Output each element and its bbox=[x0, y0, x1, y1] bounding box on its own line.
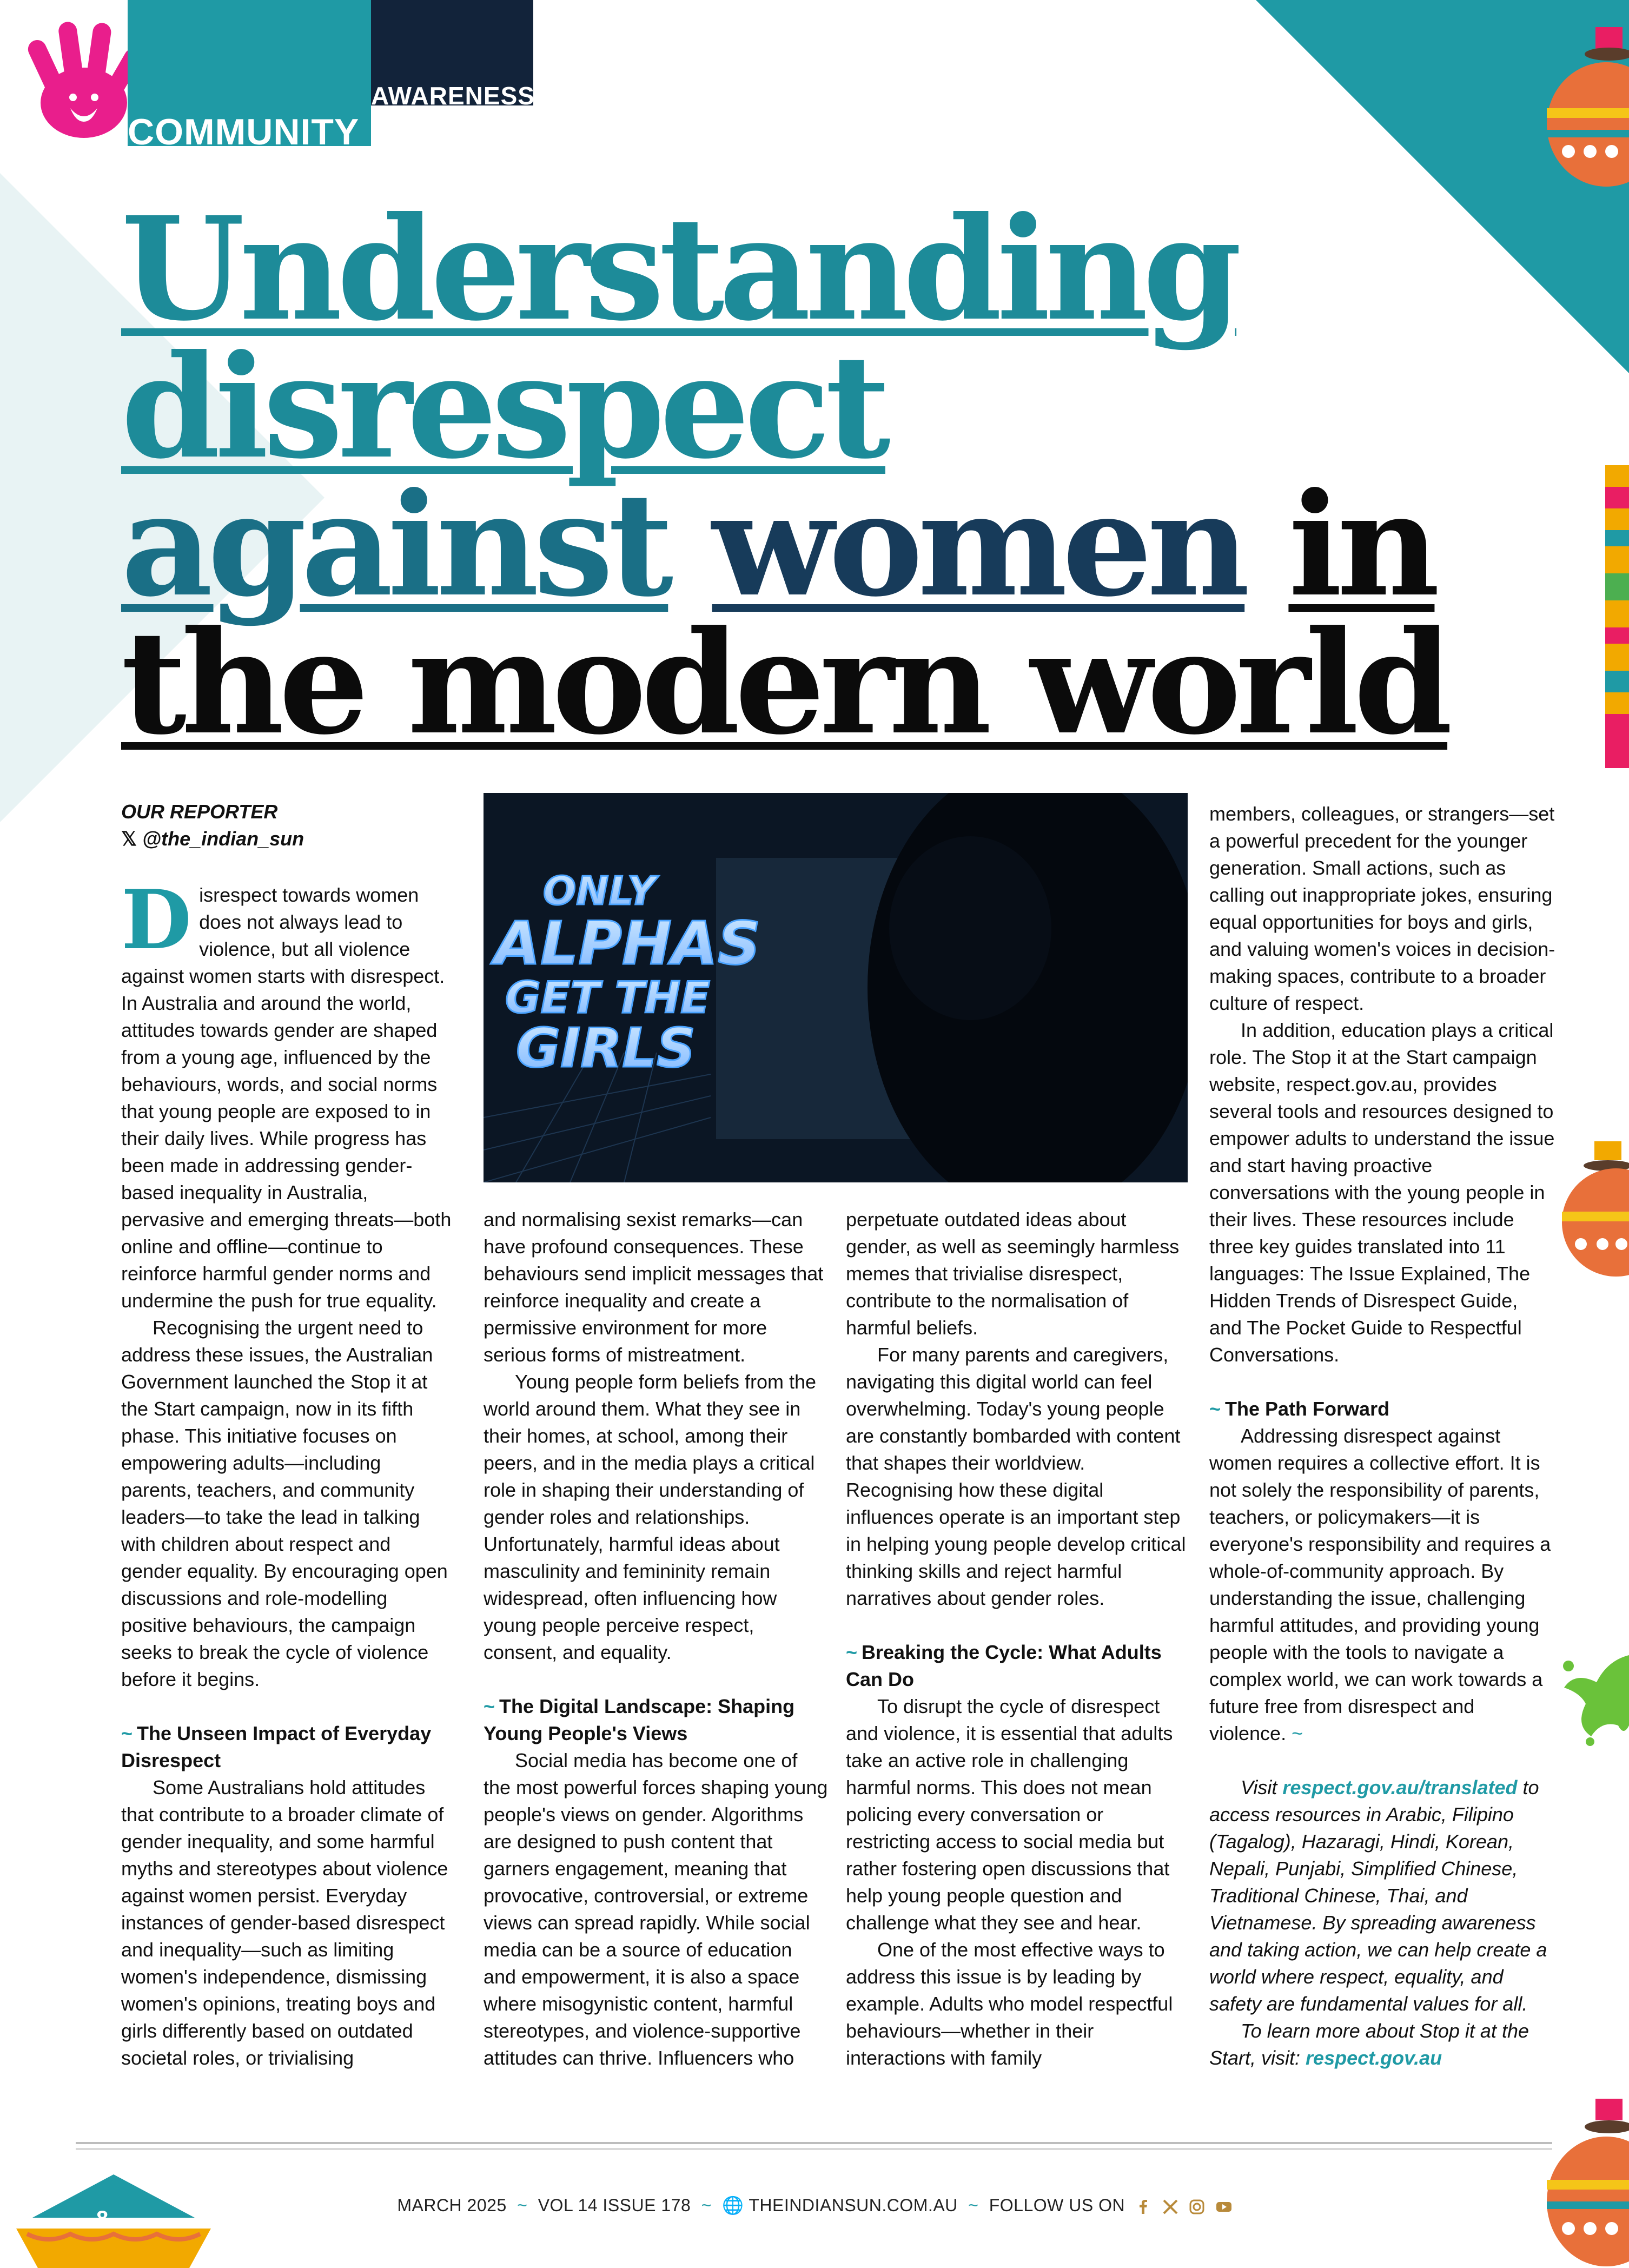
headline-line2: disrespect bbox=[121, 323, 885, 490]
paragraph-1: isrespect towards women does not always lead to violence, but all violence against women starts with disrespect. In Australia and around the world, attitudes towards gender are shaped from a young age, influenced by the behaviours, words, and social norms that young people are exposed to in their daily lives. While progress has been made in addressing gender-based inequality in Australia, pervasive and emerging threats—both online and offline—continue to reinforce harmful gender norms and undermine the push for true equality. bbox=[121, 884, 452, 1312]
separator-icon: ~ bbox=[517, 2196, 528, 2215]
paragraph-7: perpetuate outdated ideas about gender, as well as seemingly harmless memes that trivialise disrespect, contribute to the normalisation of harmful beliefs. bbox=[846, 1208, 1180, 1339]
sign-text-2: ALPHAS bbox=[494, 909, 761, 978]
paragraph-12: In addition, education plays a critical role. The Stop it at the Start campaign website, respect.gov.au, provides several tools and resources designed to empower adults to understand the issue and start having proactive conversations with the young people in their lives. These resources include three key guides translated into 11 languages: The Issue Explained, The Hidden Trends of Disrespect Guide, and The Pocket Guide to Respectful Conversations. bbox=[1209, 1019, 1555, 1366]
sign-text-3: GET THE bbox=[505, 973, 710, 1023]
kite-icon bbox=[1601, 465, 1629, 768]
instagram-icon[interactable] bbox=[1189, 2199, 1205, 2215]
x-icon: 𝕏 bbox=[121, 828, 137, 850]
paragraph-2: Recognising the urgent need to address these issues, the Australian Government launched the Stop it at the Start campaign, now in its fifth phase. This initiative focuses on empowering adults—including parents, teachers, and community leaders—to take the lead in talking with children about respect and gender equality. By encouraging open discussions and role-modelling positive behaviours, the campaign seeks to break the cycle of violence before it begins. bbox=[121, 1317, 448, 1690]
sign-text-4: GIRLS bbox=[516, 1016, 696, 1080]
byline-handle bbox=[121, 828, 304, 850]
end-mark-icon: ~ bbox=[1292, 1722, 1303, 1744]
subheading-breaking-cycle: ~ Breaking the Cycle: What Adults Can Do bbox=[846, 1641, 1162, 1690]
separator-icon: ~ bbox=[701, 2196, 712, 2215]
byline-handle-text: @the_indian_sun bbox=[142, 828, 304, 850]
paragraph-6: Social media has become one of the most powerful forces shaping young people's views on gender. Algorithms are designed to push content that garners engagement, meaning that provocative, controversial, or extreme views can spread rapidly. While social media can be a source of education and empowerment, it is also a space where misogynistic content, harmful stereotypes, and violence-supportive attitudes can thrive. Influencers who bbox=[484, 1749, 828, 2069]
section-label-community: COMMUNITY bbox=[128, 111, 360, 153]
headline-line3a: against bbox=[121, 461, 668, 628]
wave-icon: ~ bbox=[846, 1641, 858, 1663]
paragraph-11: members, colleagues, or strangers—set a powerful precedent for the younger generation. Small actions, such as calling out inappropriate jokes, ensuring equal opportunities for boys and girls, and valuing women's voices in decision-making spaces, contribute to a broader culture of respect. bbox=[1209, 803, 1555, 1014]
paragraph-10: One of the most effective ways to address this issue is by leading by example. Adults who model respectful behaviours—whether in their interactions with family bbox=[846, 1939, 1173, 2069]
subheading-digital-landscape: ~ The Digital Landscape: Shaping Young People's Views bbox=[484, 1695, 795, 1744]
article-column-2 bbox=[484, 1206, 830, 2072]
wave-icon: ~ bbox=[484, 1695, 495, 1717]
headline-line4: the modern world bbox=[121, 599, 1448, 766]
paragraph-13: Addressing disrespect against women requires a collective effort. It is not solely the responsibility of parents, teachers, or policymakers—it is everyone's responsibility and requires a whole-of-community approach. By understanding the issue, challenging harmful attitudes, and providing young people with the tools to navigate a complex world, we can work towards a future free from disrespect and violence. ~ bbox=[1209, 1425, 1551, 1744]
footer-follow: FOLLOW US ON bbox=[989, 2196, 1125, 2215]
footer-rule-bottom bbox=[76, 2148, 1552, 2150]
pot-icon bbox=[1562, 1141, 1629, 1282]
article-photo bbox=[484, 793, 1188, 1182]
pot-icon bbox=[1547, 2099, 1629, 2268]
headline-line3b: women bbox=[712, 461, 1245, 628]
page-number-boat-icon bbox=[16, 2169, 211, 2268]
photo-illustration bbox=[484, 793, 1188, 1182]
footer-rule-top bbox=[76, 2142, 1552, 2144]
article-column-4 bbox=[1209, 801, 1555, 2072]
footer-issue: VOL 14 ISSUE 178 bbox=[538, 2196, 691, 2215]
wave-icon: ~ bbox=[121, 1722, 133, 1744]
headline-line1: Understanding bbox=[121, 186, 1237, 352]
paragraph-9: To disrupt the cycle of disrespect and violence, it is essential that adults take an active role in challenging harmful norms. This does not mean policing every conversation or restricting access to social media but rather fostering open discussions that help young people question and challenge what they see and hear. bbox=[846, 1695, 1173, 1934]
translated-resources-note: Visit respect.gov.au/translated to access resources in Arabic, Filipino (Tagalog), Hazaragi, Hindi, Korean, Nepali, Punjabi, Simplified Chinese, Traditional Chinese, Thai, and Vietnamese. By spreading awareness and taking action, we can help create a world where respect, equality, and safety are fundamental values for all. bbox=[1209, 1776, 1547, 2015]
paragraph-5: Young people form beliefs from the world around them. What they see in their homes, at school, among their peers, and in the media plays a critical role in shaping their understanding of gender roles and relationships. Unfortunately, harmful ideas about masculinity and femininity remain widespread, often influencing how young people perceive respect, consent, and equality. bbox=[484, 1371, 817, 1663]
paragraph-3: Some Australians hold attitudes that contribute to a broader climate of gender inequality, and some harmful myths and stereotypes about violence against women persist. Everyday instances of gender-based disrespect and inequality—such as limiting women's independence, dismissing women's opinions, treating boys and girls differently based on outdated societal roles, or trivialising bbox=[121, 1776, 448, 2069]
footer-website[interactable]: THEINDIANSUN.COM.AU bbox=[749, 2196, 958, 2215]
drop-cap: D bbox=[121, 872, 192, 968]
headline-line3c: in bbox=[1288, 461, 1435, 628]
globe-icon: 🌐 bbox=[722, 2196, 744, 2215]
splash-icon bbox=[1558, 1634, 1629, 1753]
byline-name: OUR REPORTER bbox=[121, 801, 278, 823]
learn-more-note: To learn more about Stop it at the Start, visit: respect.gov.au bbox=[1209, 2020, 1529, 2069]
section-label-awareness: AWARENESS bbox=[371, 82, 535, 110]
paragraph-8: For many parents and caregivers, navigating this digital world can feel overwhelming. Today's young people are constantly bombarded with content that shapes their worldview. Recognising how these digital influences operate is an important step in helping young people develop critical thinking skills and reject harmful narratives about gender roles. bbox=[846, 1344, 1186, 1609]
page-number: 8 bbox=[96, 2207, 109, 2231]
link-respect-gov[interactable]: respect.gov.au bbox=[1306, 2047, 1442, 2069]
link-respect-translated[interactable]: respect.gov.au/translated bbox=[1282, 1776, 1518, 1798]
subheading-unseen-impact: ~ The Unseen Impact of Everyday Disrespect bbox=[121, 1722, 432, 1771]
footer-line bbox=[0, 2195, 1629, 2216]
article-column-1 bbox=[121, 872, 456, 2072]
article-column-3 bbox=[846, 1206, 1192, 2072]
footer-date: MARCH 2025 bbox=[397, 2196, 507, 2215]
separator-icon: ~ bbox=[968, 2196, 979, 2215]
facebook-icon[interactable] bbox=[1135, 2199, 1151, 2215]
headline bbox=[121, 186, 1554, 766]
pot-icon bbox=[1547, 22, 1629, 200]
sign-text-1: ONLY bbox=[543, 868, 656, 914]
subheading-path-forward: ~ The Path Forward bbox=[1209, 1398, 1390, 1420]
x-icon[interactable] bbox=[1162, 2199, 1178, 2215]
wave-icon: ~ bbox=[1209, 1398, 1221, 1420]
youtube-icon[interactable] bbox=[1216, 2199, 1232, 2215]
paragraph-4: and normalising sexist remarks—can have profound consequences. These behaviours send implicit messages that reinforce inequality and create a permissive environment for more serious forms of mistreatment. bbox=[484, 1208, 824, 1366]
